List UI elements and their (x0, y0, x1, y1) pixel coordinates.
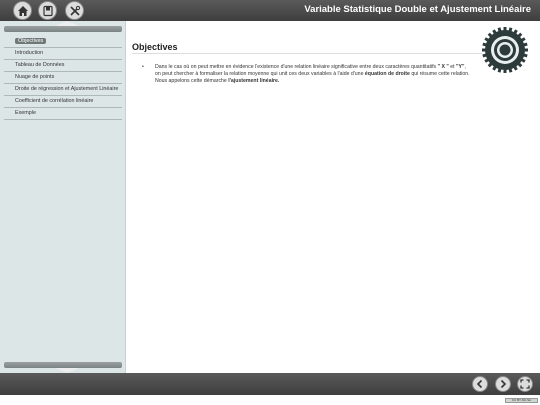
sidebar-item-nuage[interactable] (4, 72, 122, 84)
fullscreen-button[interactable] (517, 376, 533, 392)
sidebar-item-coefficient[interactable] (4, 96, 122, 108)
sidebar-item-label: Exemple (15, 110, 36, 116)
license-badge[interactable]: CC BY-NC-SA (505, 398, 538, 403)
page-title: Variable Statistique Double et Ajustement Linéaire (304, 4, 531, 15)
tools-icon (69, 5, 81, 17)
bullet: • (142, 64, 144, 70)
sidebar-item-introduction[interactable] (4, 48, 122, 60)
chevron-left-icon (475, 379, 485, 389)
next-button[interactable] (495, 376, 511, 392)
sidebar (0, 21, 126, 373)
var-x: " X " (437, 64, 449, 70)
scroll-up-button[interactable] (4, 26, 122, 32)
save-button[interactable] (38, 1, 57, 20)
fullscreen-icon (520, 379, 530, 389)
sidebar-item-tableau[interactable] (4, 60, 122, 72)
sidebar-item-droite[interactable] (4, 84, 122, 96)
sidebar-item-label: Droite de régression et Ajustement Linéaire (15, 86, 119, 92)
sidebar-item-label: Objectives (15, 38, 46, 44)
title-divider (132, 53, 482, 54)
tools-button[interactable] (65, 1, 84, 20)
section-title: Objectives (132, 42, 178, 52)
objectives-paragraph (143, 64, 473, 84)
paragraph-text: et (448, 64, 457, 70)
home-icon (17, 5, 29, 17)
chevron-right-icon (498, 379, 508, 389)
bold-term: équation de droite (364, 70, 410, 77)
sidebar-item-label: Coefficient de corrélation linéaire (15, 98, 94, 104)
sidebar-item-label: Tableau de Données (15, 62, 65, 68)
home-button[interactable] (13, 1, 32, 20)
sidebar-item-label: Introduction (15, 50, 44, 56)
save-icon (42, 5, 54, 17)
top-bar (0, 0, 540, 21)
bottom-bar (0, 373, 540, 395)
paragraph-text: qui résume cette relation. Nous appelons cette démarche (155, 70, 470, 84)
sidebar-item-objectives[interactable] (4, 36, 122, 48)
scroll-down-button[interactable] (4, 362, 122, 368)
objectives-text (143, 64, 473, 84)
paragraph-text: , on peut chercher à formaliser la relation moyenne qui unit ces deux variables à l'aide d'une (155, 64, 466, 77)
sidebar-menu (4, 36, 122, 120)
bold-term: l'ajustement linéaire. (228, 77, 280, 84)
sidebar-item-label: Nuage de points (15, 74, 55, 80)
var-y: "Y" (456, 64, 465, 70)
paragraph-text: Dans le cas où on peut mettre en évidence l'existence d'une relation linéaire significative entre deux caractères quantitatifs (155, 64, 438, 70)
previous-button[interactable] (472, 376, 488, 392)
sidebar-item-exemple[interactable] (4, 108, 122, 120)
chevron-up-icon (55, 21, 79, 26)
gear-logo-icon (481, 26, 529, 74)
